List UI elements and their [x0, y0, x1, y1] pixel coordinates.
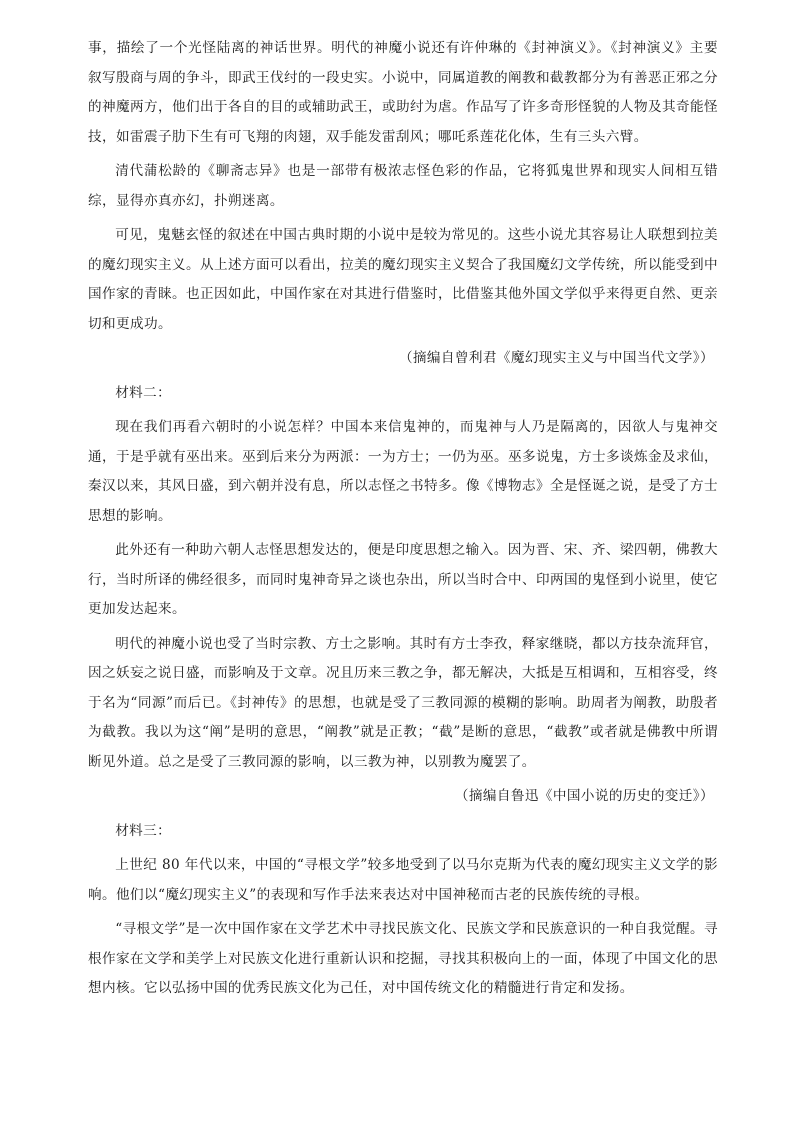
citation-1: （摘编自曾利君《魔幻现实主义与中国当代文学》）: [398, 350, 714, 366]
paragraph-8: “寻根文学”是一次中国作家在文学艺术中寻找民族文化、民族文学和民族意识的一种自我觉醒。寻根作家在文学和美学上对民族文化进行重新认识和挖掘，寻找其积极向上的一面，体现了中国文化的思想内核。它以弘扬中国的优秀民族文化为己任，对中国传统文化的精髓进行肯定和发扬。: [88, 921, 718, 996]
material-3-label: 材料三：: [115, 822, 172, 839]
paragraph-4: 现在我们再看六朝时的小说怎样？中国本来信鬼神的，而鬼神与人乃是隔离的，因欲人与鬼神交通，于是乎就有巫出来。巫到后来分为两派：一为方士；一仍为巫。巫多说鬼，方士多谈炼金及求仙，秦汉以来，其风日盛，到六朝并没有息，所以志怪之书特多。像《博物志》全是怪诞之说，是受了方士思想的影响。: [88, 419, 718, 524]
paragraph-6: 明代的神魔小说也受了当时宗教、方士之影响。其时有方士李孜，释家继晓，都以方技杂流拜官，因之妖妄之说日盛，而影响及于文章。况且历来三教之争，都无解决，大抵是互相调和，互相容受，终于名为“同源”而后已。《封神传》的思想，也就是受了三教同源的模糊的影响。助周者为阐教，助殷者为截教。我以为这“阐”是明的意思，“阐教”就是正教；“截”是断的意思，“截教”或者就是佛教中所谓断见外道。总之是受了三教同源的影响，以三教为神，以别教为魔罢了。: [88, 635, 718, 770]
paragraph-3: 可见，鬼魅玄怪的叙述在中国古典时期的小说中是较为常见的。这些小说尤其容易让人联想到拉美的魔幻现实主义。从上述方面可以看出，拉美的魔幻现实主义契合了我国魔幻文学传统，所以能受到中国作家的青睐。也正因如此，中国作家在对其进行借鉴时，比借鉴其他外国文学似乎来得更自然、更亲切和更成功。: [88, 227, 718, 332]
material-2-label: 材料二：: [115, 384, 172, 401]
paragraph-7: 上世纪 80 年代以来，中国的“寻根文学”较多地受到了以马尔克斯为代表的魔幻现实主义文学的影响。他们以“魔幻现实主义”的表现和写作手法来表达对中国神秘而古老的民族传统的寻根。: [88, 857, 718, 903]
paragraph-1: 事，描绘了一个光怪陆离的神话世界。明代的神魔小说还有许仲琳的《封神演义》。《封神演义》主要叙写殷商与周的争斗，即武王伐纣的一段史实。小说中，同属道教的阐教和截教都分为有善恶正邪之分的神魔两方，他们出于各自的目的或辅助武王，或助纣为虐。作品写了许多奇形怪貌的人物及其奇能怪技，如雷震子肋下生有可飞翔的肉翅，双手能发雷刮风；哪吒系莲花化体，生有三头六臂。: [88, 40, 718, 145]
paragraph-5: 此外还有一种助六朝人志怪思想发达的，便是印度思想之输入。因为晋、宋、齐、梁四朝，佛教大行，当时所译的佛经很多，而同时鬼神奇异之谈也杂出，所以当时合中、印两国的鬼怪到小说里，使它更加发达起来。: [88, 542, 718, 617]
paragraph-2: 清代蒲松龄的《聊斋志异》也是一部带有极浓志怪色彩的作品，它将狐鬼世界和现实人间相互错综，显得亦真亦幻，扑朔迷离。: [88, 163, 718, 209]
citation-2: （摘编自鲁迅《中国小说的历史的变迁》）: [454, 788, 714, 804]
document-page: [88, 34, 718, 1009]
